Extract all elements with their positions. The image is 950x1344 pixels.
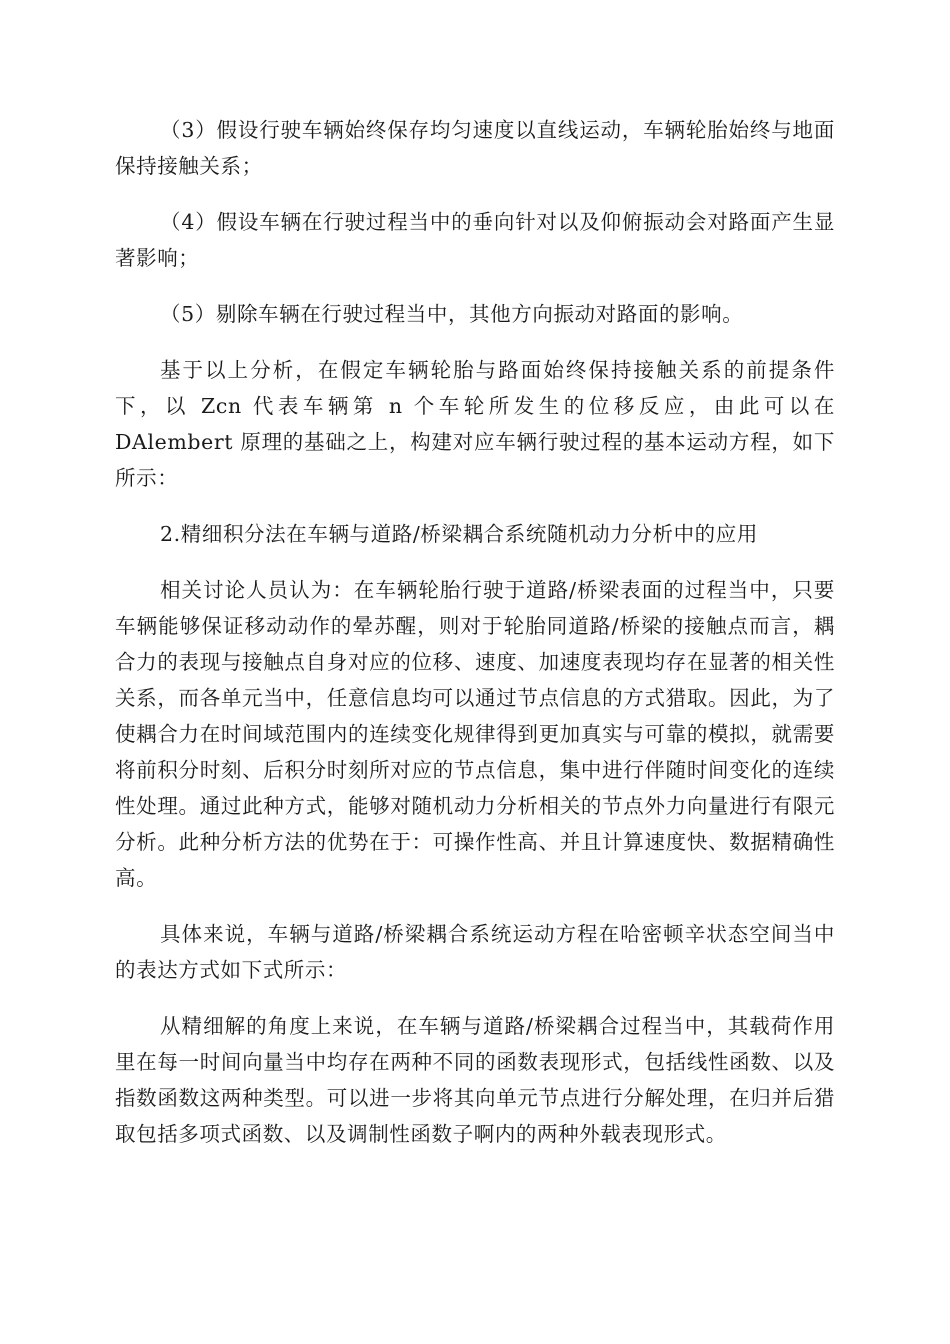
discussion-paragraph: 相关讨论人员认为：在车辆轮胎行驶于道路/桥梁表面的过程当中，只要车辆能够保证移动动作的晕苏醒，则对于轮胎同道路/桥梁的接触点而言，耦合力的表现与接触点自身对应的位移、速度、加速度表现均存在显著的相关性关系，而各单元当中，任意信息均可以通过节点信息的方式猎取。因此，为了使耦合力在时间域范围内的连续变化规律得到更加真实与可靠的模拟，就需要将前积分时刻、后积分时刻所对应的节点信息，集中进行伴随时间变化的连续性处理。通过此种方式，能够对随机动力分析相关的节点外力向量进行有限元分析。此种分析方法的优势在于：可操作性高、并且计算速度快、数据精确性高。	[115, 578, 835, 890]
precise-solution-paragraph: 从精细解的角度上来说，在车辆与道路/桥梁耦合过程当中，其载荷作用里在每一时间向量当中均存在两种不同的函数表现形式，包括线性函数、以及指数函数这两种类型。可以进一步将其向单元节点进行分解处理，在归并后猎取包括多项式函数、以及调制性函数子啊内的两种外载表现形式。	[115, 1014, 835, 1146]
assumption-3-paragraph: （3）假设行驶车辆始终保存均匀速度以直线运动，车辆轮胎始终与地面保持接触关系；	[115, 118, 835, 178]
assumption-4-paragraph: （4）假设车辆在行驶过程当中的垂向针对以及仰俯振动会对路面产生显著影响；	[115, 210, 835, 270]
assumption-5-paragraph: （5）剔除车辆在行驶过程当中，其他方向振动对路面的影响。	[160, 302, 744, 326]
hamiltonian-paragraph: 具体来说，车辆与道路/桥梁耦合系统运动方程在哈密顿辛状态空间当中的表达方式如下式所示：	[115, 922, 835, 982]
section-heading: 2.精细积分法在车辆与道路/桥梁耦合系统随机动力分析中的应用	[160, 522, 758, 546]
document-body	[115, 112, 835, 1172]
analysis-paragraph: 基于以上分析，在假定车辆轮胎与路面始终保持接触关系的前提条件下，以 Zcn 代表车辆第 n 个车轮所发生的位移反应，由此可以在DAlembert 原理的基础之上，构建对应车辆行驶过程的基本运动方程，如下所示：	[115, 358, 835, 490]
